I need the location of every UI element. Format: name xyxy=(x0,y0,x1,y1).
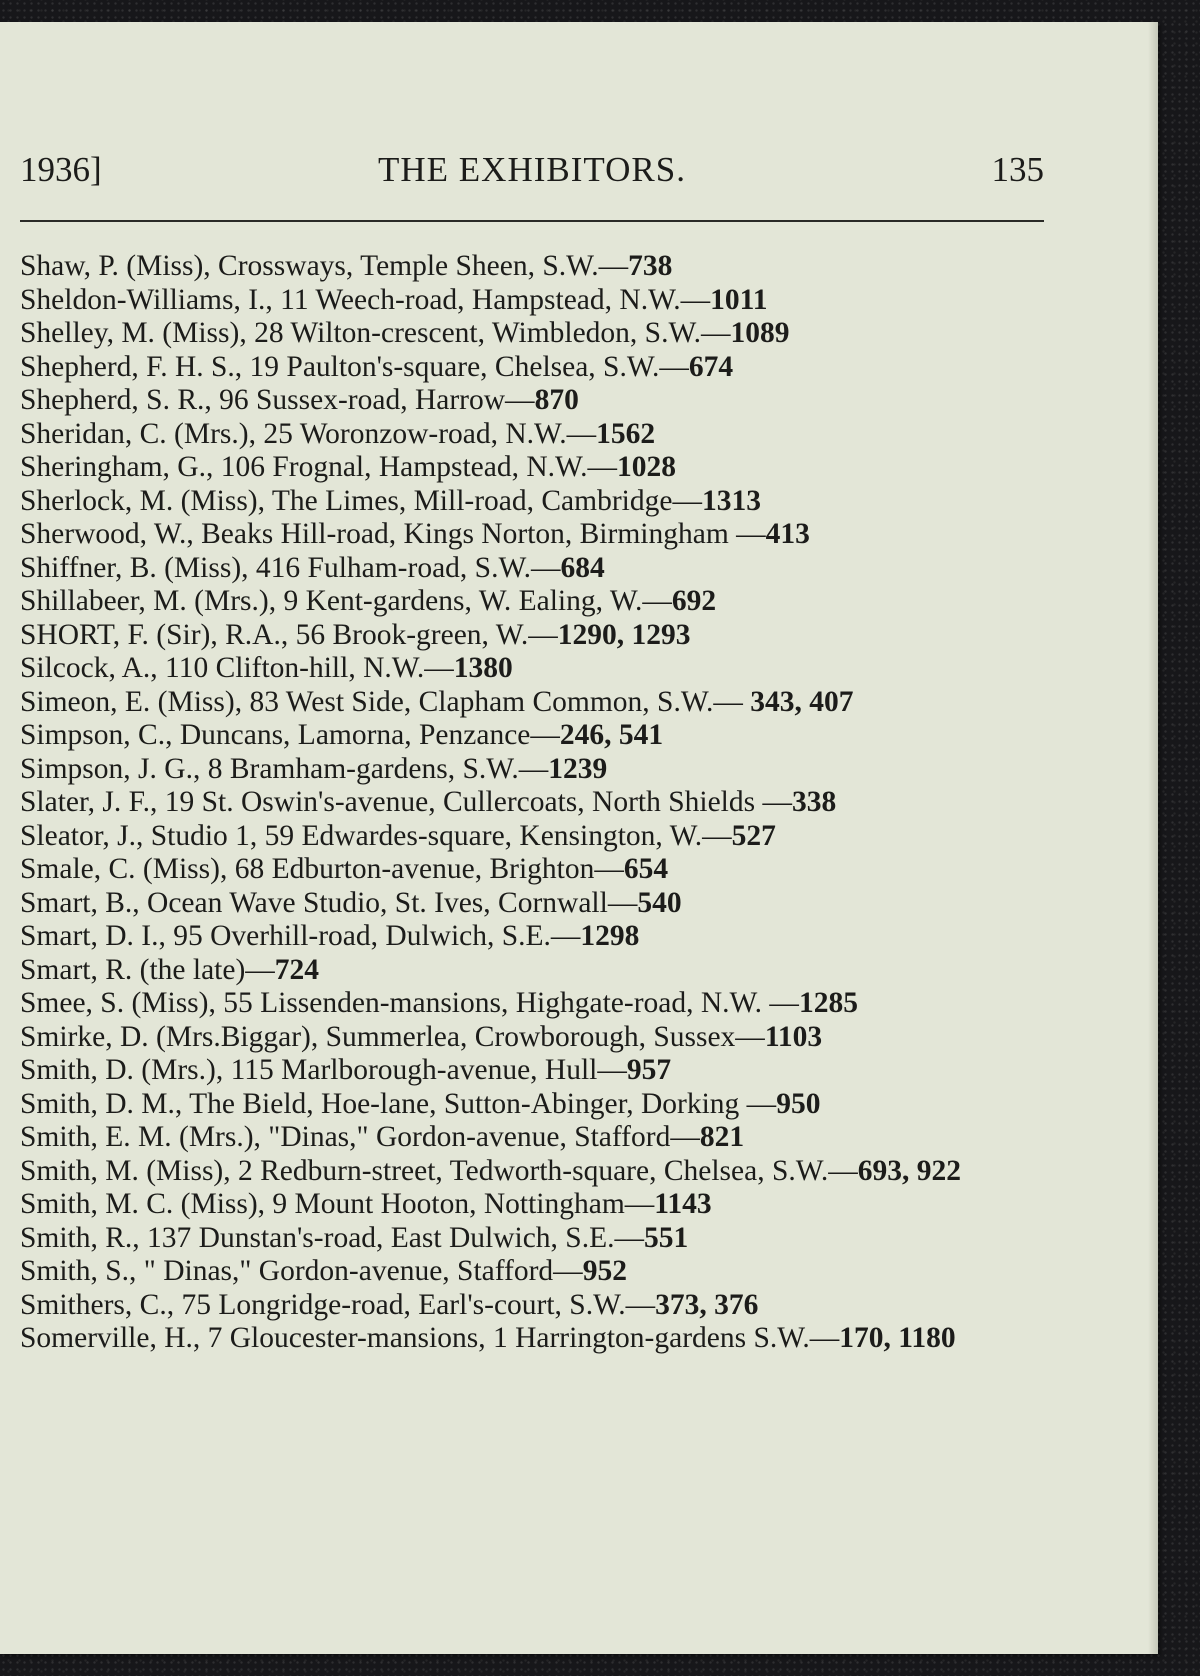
exhibitor-entry xyxy=(20,619,1044,653)
exhibitor-address: Somerville, H., 7 Gloucester-mansions, 1 Harrington-gardens S.W.— xyxy=(20,1322,840,1354)
exhibit-numbers: 692 xyxy=(671,585,717,617)
exhibitor-entry xyxy=(20,1322,1044,1356)
exhibitor-address: Smale, C. (Miss), 68 Edburton-avenue, Brighton— xyxy=(20,853,624,885)
exhibitor-address: Shiffner, B. (Miss), 416 Fulham-road, S.W.— xyxy=(20,551,561,584)
header-rule xyxy=(20,220,1044,222)
exhibitor-entry xyxy=(20,1289,1044,1323)
exhibitor-entry xyxy=(20,250,1044,284)
exhibit-numbers: 1313 xyxy=(701,484,761,517)
exhibit-numbers: 1011 xyxy=(710,283,768,316)
exhibitor-entry xyxy=(20,518,1044,552)
exhibit-numbers: 952 xyxy=(582,1255,627,1287)
exhibitor-entry xyxy=(20,1155,1044,1189)
exhibitor-address: Smithers, C., 75 Longridge-road, Earl's-court, S.W.— xyxy=(20,1288,656,1321)
exhibit-numbers: 1239 xyxy=(548,752,608,785)
exhibit-numbers: 693, 922 xyxy=(857,1154,962,1187)
exhibit-numbers: 338 xyxy=(791,786,837,818)
exhibitor-entry xyxy=(20,1188,1044,1222)
exhibit-numbers: 246, 541 xyxy=(559,719,664,751)
exhibitor-entry xyxy=(20,284,1044,318)
exhibitor-entry xyxy=(20,1054,1044,1088)
exhibit-numbers: 1380 xyxy=(453,652,513,684)
exhibitor-entry xyxy=(20,719,1044,753)
exhibitor-entry xyxy=(20,1021,1044,1055)
exhibitor-entry xyxy=(20,384,1044,418)
exhibit-numbers: 540 xyxy=(637,886,682,919)
exhibitor-address: Sherlock, M. (Miss), The Limes, Mill-road, Cambridge— xyxy=(20,484,702,517)
exhibitor-entry xyxy=(20,987,1044,1021)
exhibitor-address: Smith, D. M., The Bield, Hoe-lane, Sutton-Abinger, Dorking — xyxy=(20,1087,777,1120)
exhibitor-address: Slater, J. F., 19 St. Oswin's-avenue, Cullercoats, North Shields — xyxy=(20,786,792,818)
exhibitor-entry xyxy=(20,485,1044,519)
exhibitor-entry xyxy=(20,853,1044,887)
exhibitor-address: Smith, R., 137 Dunstan's-road, East Dulwich, S.E.— xyxy=(20,1221,644,1254)
exhibit-numbers: 1103 xyxy=(764,1020,823,1053)
exhibitor-address: Smith, D. (Mrs.), 115 Marlborough-avenue, Hull— xyxy=(20,1054,627,1086)
exhibitor-entry xyxy=(20,1222,1044,1256)
exhibitor-address: Shepherd, S. R., 96 Sussex-road, Harrow— xyxy=(20,384,535,416)
exhibitor-address: Simpson, C., Duncans, Lamorna, Penzance— xyxy=(20,719,560,751)
exhibitor-entry xyxy=(20,954,1044,988)
exhibitor-address: Smee, S. (Miss), 55 Lissenden-mansions, Highgate-road, N.W. — xyxy=(20,987,799,1019)
exhibitor-address: Sheridan, C. (Mrs.), 25 Woronzow-road, N.W.— xyxy=(20,417,597,450)
exhibit-numbers: 527 xyxy=(731,819,776,852)
exhibitor-entry xyxy=(20,351,1044,385)
header-year: 1936] xyxy=(20,150,102,189)
exhibitor-list xyxy=(20,250,1044,1356)
exhibitor-entry xyxy=(20,820,1044,854)
exhibit-numbers: 1143 xyxy=(654,1188,712,1220)
exhibitor-entry xyxy=(20,585,1044,619)
exhibitor-address: Shillabeer, M. (Mrs.), 9 Kent-gardens, W. Ealing, W.— xyxy=(20,585,672,617)
exhibitor-address: Sheldon-Williams, I., 11 Weech-road, Hampstead, N.W.— xyxy=(20,283,711,316)
exhibitor-address: Silcock, A., 110 Clifton-hill, N.W.— xyxy=(20,652,454,684)
exhibitor-address: Sheringham, G., 106 Frognal, Hampstead, N.W.— xyxy=(20,451,618,483)
exhibitor-entry xyxy=(20,686,1044,720)
exhibit-numbers: 1562 xyxy=(596,417,656,450)
exhibitor-entry xyxy=(20,451,1044,485)
exhibit-numbers: 1298 xyxy=(580,920,640,952)
exhibitor-address: Smith, E. M. (Mrs.), "Dinas," Gordon-avenue, Stafford— xyxy=(20,1121,700,1153)
exhibit-numbers: 170, 1180 xyxy=(839,1322,956,1354)
exhibitor-entry xyxy=(20,887,1044,921)
exhibitor-address: Smith, M. C. (Miss), 9 Mount Hooton, Nottingham— xyxy=(20,1188,655,1220)
exhibitor-entry xyxy=(20,317,1044,351)
exhibit-numbers: 1290, 1293 xyxy=(557,618,691,651)
exhibitor-entry xyxy=(20,1121,1044,1155)
exhibit-numbers: 821 xyxy=(699,1121,745,1153)
exhibit-numbers: 724 xyxy=(274,953,320,986)
running-header xyxy=(20,150,1044,200)
exhibitor-entry xyxy=(20,1088,1044,1122)
exhibitor-address: Smirke, D. (Mrs.Biggar), Summerlea, Crowborough, Sussex— xyxy=(20,1020,765,1053)
exhibit-numbers: 343, 407 xyxy=(750,685,854,718)
book-page xyxy=(0,22,1158,1654)
exhibitor-entry xyxy=(20,1255,1044,1289)
exhibitor-address: Sleator, J., Studio 1, 59 Edwardes-square, Kensington, W.— xyxy=(20,819,732,852)
exhibit-numbers: 738 xyxy=(628,250,673,282)
exhibitor-entry xyxy=(20,920,1044,954)
exhibit-numbers: 1285 xyxy=(798,987,858,1019)
exhibitor-entry xyxy=(20,552,1044,586)
exhibitor-address: Smith, S., " Dinas," Gordon-avenue, Stafford— xyxy=(20,1255,583,1287)
exhibit-numbers: 674 xyxy=(688,350,734,383)
exhibit-numbers: 413 xyxy=(765,518,810,550)
exhibit-numbers: 1089 xyxy=(730,317,790,349)
exhibitor-address: Smart, R. (the late)— xyxy=(20,953,275,986)
exhibitor-address: Simpson, J. G., 8 Bramham-gardens, S.W.— xyxy=(20,752,549,785)
exhibitor-entry xyxy=(20,418,1044,452)
exhibit-numbers: 870 xyxy=(534,384,579,416)
exhibit-numbers: 950 xyxy=(776,1087,821,1120)
exhibitor-address: Smart, B., Ocean Wave Studio, St. Ives, Cornwall— xyxy=(20,886,638,919)
exhibitor-address: Simeon, E. (Miss), 83 West Side, Clapham Common, S.W.— xyxy=(20,685,751,718)
page-title: THE EXHIBITORS. xyxy=(378,150,686,189)
exhibitor-entry xyxy=(20,652,1044,686)
page-number: 135 xyxy=(991,150,1044,189)
exhibitor-address: SHORT, F. (Sir), R.A., 56 Brook-green, W.— xyxy=(20,618,558,651)
exhibitor-address: Shepherd, F. H. S., 19 Paulton's-square, Chelsea, S.W.— xyxy=(20,350,689,383)
exhibit-numbers: 957 xyxy=(626,1054,672,1086)
exhibitor-address: Sherwood, W., Beaks Hill-road, Kings Norton, Birmingham — xyxy=(20,518,766,550)
exhibitor-address: Smart, D. I., 95 Overhill-road, Dulwich, S.E.— xyxy=(20,920,581,952)
page-edge-shadow xyxy=(1148,22,1158,1654)
exhibitor-entry xyxy=(20,786,1044,820)
exhibitor-address: Smith, M. (Miss), 2 Redburn-street, Tedworth-square, Chelsea, S.W.— xyxy=(20,1154,858,1187)
exhibit-numbers: 373, 376 xyxy=(655,1288,759,1321)
exhibit-numbers: 551 xyxy=(643,1221,689,1254)
exhibitor-address: Shaw, P. (Miss), Crossways, Temple Sheen, S.W.— xyxy=(20,250,629,282)
exhibitor-address: Shelley, M. (Miss), 28 Wilton-crescent, Wimbledon, S.W.— xyxy=(20,317,731,349)
exhibitor-entry xyxy=(20,753,1044,787)
exhibit-numbers: 654 xyxy=(623,853,669,885)
exhibit-numbers: 1028 xyxy=(617,451,677,483)
exhibit-numbers: 684 xyxy=(560,551,605,584)
